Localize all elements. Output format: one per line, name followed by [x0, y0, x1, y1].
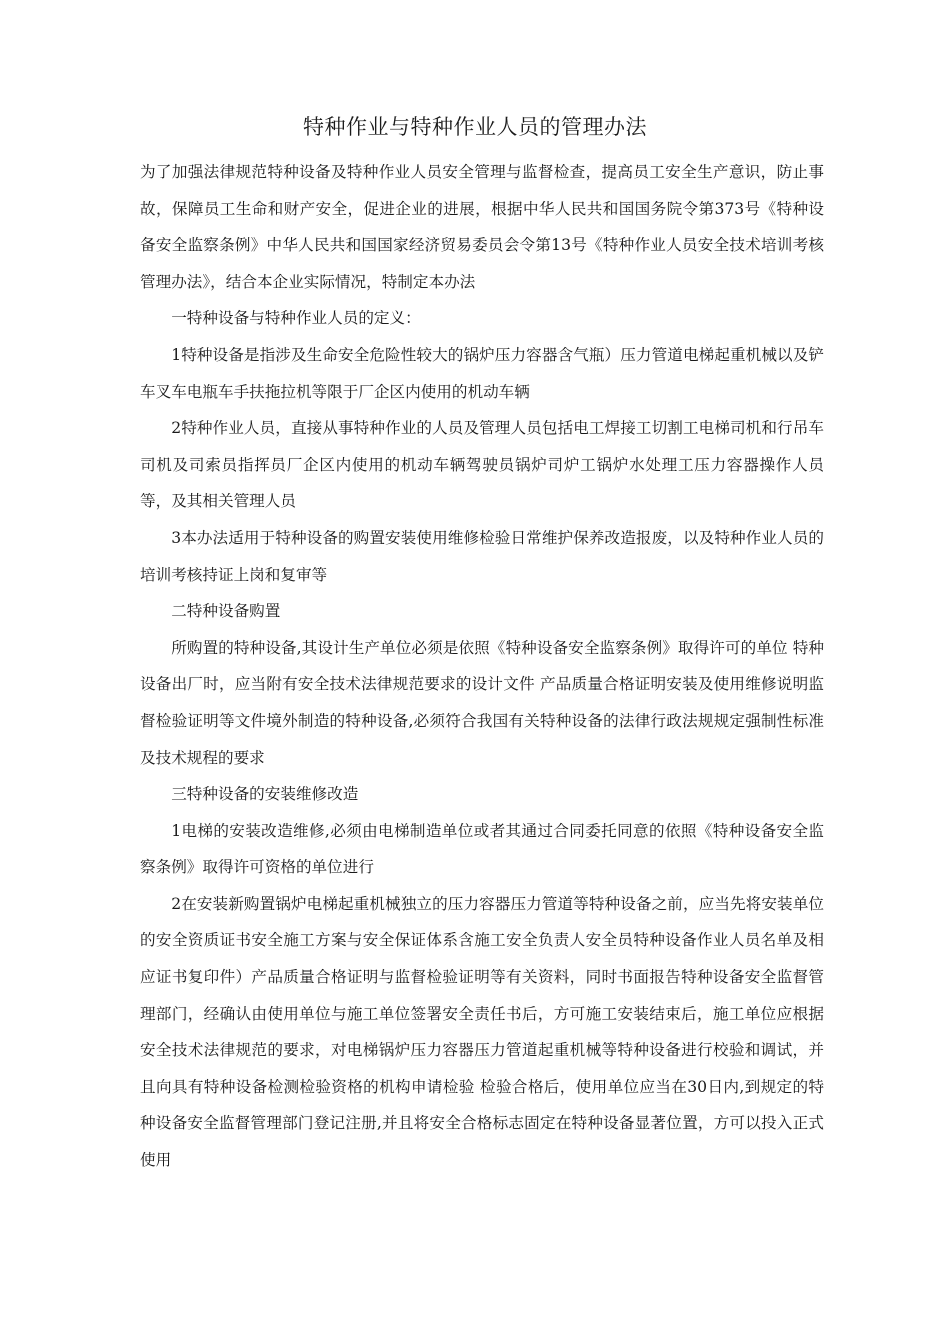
document-title: 特种作业与特种作业人员的管理办法 — [303, 115, 647, 139]
document-body — [140, 154, 824, 1179]
document-paragraph: 所购置的特种设备,其设计生产单位必须是依照《特种设备安全监察条例》取得许可的单位 特种设备出厂时，应当附有安全技术法律规范要求的设计文件 产品质量合格证明安装及使用维修说明监督检验证明等文件境外制造的特种设备,必须符合我国有关特种设备的法律行政法规规定强制性标准及技术规程的要求 — [140, 638, 824, 767]
document-paragraph: 1特种设备是指涉及生命安全危险性较大的锅炉压力容器含气瓶）压力管道电梯起重机械以及铲车叉车电瓶车手扶拖拉机等限于厂企区内使用的机动车辆 — [140, 345, 824, 401]
document-paragraph: 三特种设备的安装维修改造 — [171, 785, 359, 804]
document-paragraph: 一特种设备与特种作业人员的定义： — [171, 309, 421, 328]
document-paragraph: 2特种作业人员，直接从事特种作业的人员及管理人员包括电工焊接工切割工电梯司机和行吊车司机及司索员指挥员厂企区内使用的机动车辆驾驶员锅炉司炉工锅炉水处理工压力容器操作人员等，及其相关管理人员 — [140, 419, 824, 511]
document-paragraph: 为了加强法律规范特种设备及特种作业人员安全管理与监督检查，提高员工安全生产意识，防止事故，保障员工生命和财产安全，促进企业的进展，根据中华人民共和国国务院令第373号《特种设备安全监察条例》中华人民共和国国家经济贸易委员会令第13号《特种作业人员安全技术培训考核管理办法》，结合本企业实际情况，特制定本办法 — [140, 163, 824, 291]
document-paragraph: 2在安装新购置锅炉电梯起重机械独立的压力容器压力管道等特种设备之前，应当先将安装单位的安全资质证书安全施工方案与安全保证体系含施工安全负责人安全员特种设备作业人员名单及相应证书复印件）产品质量合格证明与监督检验证明等有关资料，同时书面报告特种设备安全监督管理部门，经确认由使用单位与施工单位签署安全责任书后，方可施工安装结束后，施工单位应根据安全技术法律规范的要求，对电梯锅炉压力容器压力管道起重机械等特种设备进行校验和调试，并且向具有特种设备检测检验资格的机构申请检验 检验合格后，使用单位应当在30日内,到规定的特种设备安全监督管理部门登记注册,并且将安全合格标志固定在特种设备显著位置，方可以投入正式使用 — [140, 894, 824, 1170]
document-paragraph: 3本办法适用于特种设备的购置安装使用维修检验日常维护保养改造报废，以及特种作业人员的培训考核持证上岗和复审等 — [140, 528, 824, 584]
document-paragraph: 1电梯的安装改造维修,必须由电梯制造单位或者其通过合同委托同意的依照《特种设备安全监察条例》取得许可资格的单位进行 — [140, 821, 824, 877]
document-paragraph: 二特种设备购置 — [171, 602, 281, 621]
